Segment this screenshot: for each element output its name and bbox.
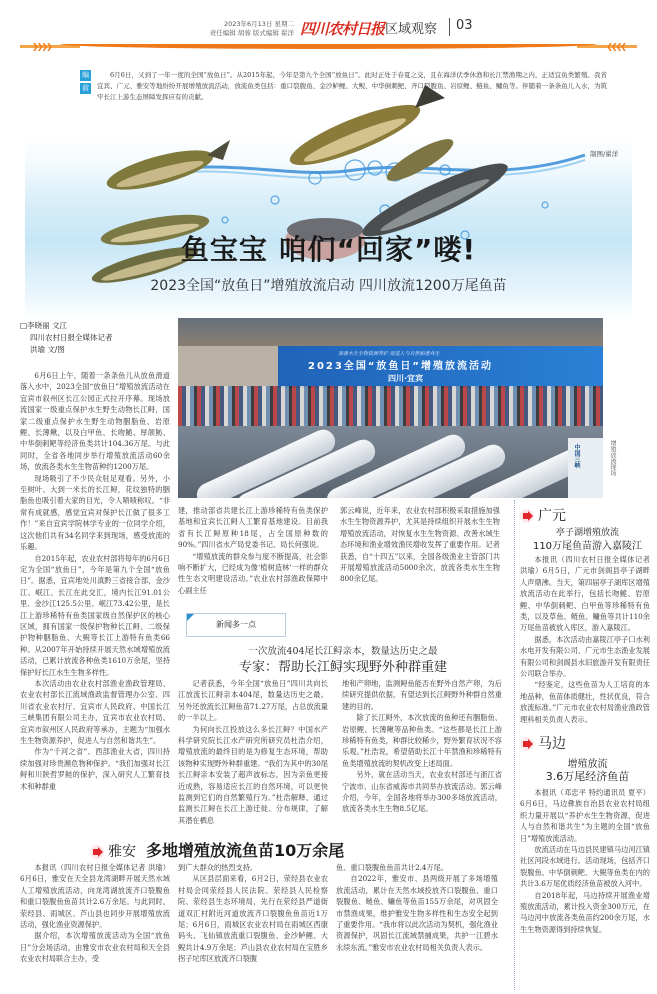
arrow-right-icon [90, 845, 104, 859]
page-number: 03 [456, 18, 473, 33]
paragraph: 现场吸引了不少民众驻足观看。另外，小至树叶、大到一米长的长江鲟，花纹独特的胭脂鱼也吸引着大家的目光，令人啧啧称叹。“非常有成就感，感觉宜宾对保护长江做了很多工作！”来自宜宾学院林学专业的一位同学介绍，这次他们共有34名同学来到现场，感受放流的乐趣。 [20, 473, 170, 552]
paragraph: “增殖放流的群众参与度不断提高，社会影响不断扩大，已经成为像‘植树造林’一样的群众性生态文明建设活动。”农业农村部渔政保障中心副主任 [178, 551, 328, 595]
paragraph: 自2018年起，马边持续开展渔业增殖放流活动，累计投入资金300万元，在马边河中放流各类鱼苗约200余万尾，水生生物资源得到持续恢复。 [520, 890, 650, 934]
paragraph: “经鉴定，这些鱼苗为人工培育的本地品种，鱼苗体质健壮，性状优良，符合放流标准。”广元市农业农村局渔业渔政管理科相关负责人表示。 [520, 680, 650, 724]
paragraph: 本报讯（邓忠平 特约通讯员 夏平）6月6日，马边彝族自治县农业农村局组织力量开展以“养护水生生物资源，促进人与自然和谐共生”为主题的全国“放鱼日”增殖放流活动。 [520, 788, 650, 843]
paragraph: 郭云峰说，近年来，农业农村部积极采取措施加强水生生物资源养护，尤其是持续组织开展水生生物增殖放流活动，对恢复水生生物资源、改善水域生态环境和渔业增效渔民增收发挥了重要作用。记者获悉，自“十四五”以来，全国各级渔业主管部门共开展增殖放流活动5000余次，放流各类水生生物800余亿尾。 [340, 506, 500, 584]
paragraph: 另外，就在活动当天，农业农村部还与浙江省宁波市、山东省威海市共同举办放流活动。郭云峰介绍，今年，全国各地将举办300多场放流活动，放流各类水生生物8.5亿尾。 [342, 770, 502, 814]
sub-article-kicker: 一次放流404尾长江鲟亲本，数量达历史之最 [248, 646, 438, 657]
orange-rule [60, 44, 597, 49]
tag-char-1: 编 [82, 71, 89, 79]
article-column-1 [20, 370, 170, 792]
banner-title: 2023全国“放鱼日”增殖放流活动 [308, 361, 493, 372]
editor-credits: 责任编辑 胡蓉 版式编辑 翟洋 [209, 29, 294, 37]
photo-caption: 增殖放流现场 [609, 440, 616, 476]
mabian-title-1: 增殖放流 [567, 759, 608, 770]
mabian-header [520, 733, 566, 753]
region-label: 马边 [538, 736, 566, 752]
paragraph: 自2015年起，农业农村部将每年的6月6日定为全国“放鱼日”，今年是第九个全国“放鱼日”。据悉，宜宾地处川滇黔三省接合部，金沙江、岷江、长江在此交汇，境内长江91.01公里、金沙江125.5公里、岷江73.42公里，是长江上游珍稀特有鱼类国家级自然保护区的核心区域，拥有国家一级保护物种长江鲟、二级保护物种胭脂鱼、大鲵等长江上游特有鱼类66种。从2007年开始持续开展天然水域增殖放流活动，已累计放流各种鱼类1610万余尾，坚持保护好长江水生生物多样性。 [20, 553, 170, 677]
sub-article-column-2 [342, 678, 502, 815]
paragraph: 鱼、重口裂腹鱼鱼苗共计2.4万尾。 [336, 863, 449, 872]
sidebar-dotted-divider [514, 500, 515, 990]
yaan-title: 多地增殖放流鱼苗10万余尾 [146, 841, 345, 860]
yaan-column-1 [20, 862, 170, 965]
paragraph: 6月6日上午，随着一条条鱼儿从放鱼滑道落入水中，2023全国“放鱼日”增殖放流活动在宜宾市叙州区长江公园正式拉开序幕。现场放流国家一级重点保护水生野生动物长江鲟，国家二级重点保护水生野生动物胭脂鱼、岩原鲤、长薄鳅，以及白甲鱼、长吻鮠、厚颌鲂、中华倒刺鲃等经济鱼类共计104.36万尾。与此同时，全省各地同步举行增殖放流活动60余场，放流各类水生生物苗种约1200万尾。 [20, 371, 170, 472]
masthead-ornament-bar [20, 42, 637, 51]
paragraph: 作为“千河之省”、西部渔业大省，四川持续加强对珍贵濒危物种保护。“我们加强对长江鲟和川陕哲罗鲑的保护，深入研究人工繁育技术和种群重 [20, 747, 170, 791]
news-more-label: 新闻多一点 [216, 620, 256, 629]
photo-banner [278, 346, 603, 388]
mabian-title-2: 3.6万尾经济鱼苗 [545, 770, 630, 783]
photo-spectators [178, 318, 603, 346]
sub-article-column-1 [178, 678, 328, 826]
news-more-box [186, 613, 286, 637]
masthead-date-block [202, 20, 294, 38]
paragraph: 从区县层面来看，6月2日，荥经县农业农村局会同荥经县人民法院、荥经县人民检察院、荥经县生态环境局，先行在荥经县严道街道双汇村附近河道放流齐口裂腹鱼鱼苗近1万尾；6月6日，雨城区农业农村局在雨城区西康码头、飞仙镇放流重口裂腹鱼、金沙鲈鲤、大鲵共计4.9万余尾；芦山县农业农村局在宝胜乡拐子坨库区放流齐口裂腹 [178, 874, 328, 964]
guangyuan-header [520, 505, 566, 525]
paragraph: 地和产卵地，监测鲟鱼能否在野外自然产卵，为后续研究提供依据，有望达到长江鲟野外种群自然重建的目的。 [342, 679, 502, 711]
chevrons-right-icon: ❮❮❮❮ [606, 42, 625, 51]
region-label: 雅安 [108, 844, 136, 860]
issue-date: 2023年6月13日 星期二 [223, 20, 294, 28]
editor-note-tag [80, 70, 91, 96]
yaan-header [90, 838, 344, 861]
masthead-divider [449, 18, 450, 36]
tag-char-2: 前 [82, 84, 89, 92]
chevrons-left-icon: ❯❯❯❯ [32, 42, 51, 51]
article-column-2 [178, 505, 328, 596]
editor-note-text: 6月6日，又到了一年一度的全国“放鱼日”。从2015年起，今年是第九个全国“放鱼日”。此时正处于春夏之交，且在海洋伏季休渔和长江禁渔期之内，正适宜鱼类繁殖。我省宜宾、广元、雅安等地纷纷开展增殖放流活动，放流鱼类包括：重口裂腹鱼、金沙鲈鲤、大鲵、中华倒刺鲃、齐口裂腹鱼、岩原鲤、鲢鱼、鳙鱼等。伴随着一条条鱼儿入水，为筑牢长江上游生态屏障发挥应有的贡献。 [97, 71, 607, 101]
article-column-3 [340, 505, 500, 585]
photo-wall [178, 346, 278, 386]
paragraph: 自2022年，雅安市、县两级开展了多场增殖放流活动，累计在天然水域投放齐口裂腹鱼、重口裂腹鱼、鲢鱼、鳙鱼等鱼苗155万余尾，对巩固全市禁渔成果，维护雅安生物多样性和生态安全起到了重要作用。“我市将以此次活动为契机，强化渔业资源保护，巩固长江流域禁捕成果，共护一江碧水永续东流。”雅安市农业农村局相关负责人表示。 [336, 874, 498, 952]
guangyuan-title-2: 110万尾鱼苗游入嘉陵江 [532, 541, 643, 552]
byline-affiliation: 四川农村日报全媒体记者 [30, 333, 113, 342]
guangyuan-body [520, 554, 650, 725]
illustration-credit: 制图/翟洋 [590, 150, 619, 158]
yaan-column-3 [336, 862, 498, 953]
paragraph: 本次活动由农业农村部渔业渔政管理局、农业农村部长江流域渔政监督管理办公室、四川省农业农村厅、宜宾市人民政府、中国长江三峡集团有限公司主办，宜宾市农业农村局、宜宾市叙州区人民政府等承办，主题为“加强水生生物资源养护，促进人与自然和谐共生”。 [20, 678, 170, 745]
banner-place: 四川·宜宾 [388, 374, 424, 383]
paragraph: 记者获悉，今年全国“放鱼日”四川共向长江放流长江鲟亲本404尾，数量达历史之最。另外还放流长江鲟鱼苗71.27万尾，占总放流量的一半以上。 [178, 679, 328, 723]
paragraph: 本报讯（四川农村日报全媒体记者 洪瑜）6月6日，雅安在天全县龙湾湖畔开展天然水域人工增殖放流活动，向龙湾湖放流齐口裂腹鱼和重口裂腹鱼鱼苗共计2.6万余尾。与此同时，荥经县、雨城区、芦山县也同步开展增殖放流活动，强化渔业资源保护。 [20, 863, 170, 930]
guangyuan-title-1: 亭子湖增殖放流 [555, 528, 619, 538]
fish-1 [103, 140, 230, 198]
event-photo [178, 318, 603, 498]
sub-article-title: 专家：帮助长江鲟实现野外种群重建 [238, 660, 447, 675]
section-name: 区域观察 [385, 22, 438, 37]
paragraph: 除了长江鲟外，本次放流的鱼种还有胭脂鱼、岩原鲤、长薄鳅等品种鱼类。“这些都是长江上游珍稀特有鱼类，种群比较稀少，野外繁育状况不容乐观。”杜浩说，希望借助长江十年禁渔和珍稀特有鱼类增殖放流的契机改变上述局面。 [342, 713, 502, 768]
arrow-right-icon [520, 509, 534, 523]
photo-crowd [178, 386, 603, 426]
newspaper-logo: 四川农村日报 [300, 20, 385, 38]
paragraph: 放流活动在马边县民建镇马边河江镇社区河段水域进行。活动现场，包括齐口裂腹鱼、中华倒刺鲃、大鲵等鱼类在内的共计3.6万尾优质经济鱼苗被放入河中。 [520, 845, 650, 889]
photo-truck [568, 438, 603, 498]
sub-headline: 2023全国“放鱼日”增殖放流启动 四川放流1200万尾鱼苗 [150, 278, 507, 294]
byline [20, 320, 170, 356]
paragraph: 据介绍，本次增殖放流活动为全国“放鱼日”分会场活动，由雅安市农业农村局和天全县农业农村局联合主办，受 [20, 931, 170, 964]
paragraph: 为何向长江投放这么多长江鲟？中国水产科学研究院长江水产研究所研究员杜浩介绍，增殖放流的最终目的是为修复生态环境，帮助该物种实现野外种群重建。“我们为其中的30尾长江鲟亲本安装了超声波标志，因为亲鱼更接近成熟，容易适应长江的自然环境，可以更快监测到它们的自然繁殖行为。”杜浩解释，通过监测长江鲟在长江上游迁徙、分布规律，了解其潜在栖息 [178, 724, 328, 825]
region-label: 广元 [538, 508, 566, 524]
arrow-right-icon [520, 737, 534, 751]
paragraph: 建，推动部省共建长江上游珍稀特有鱼类保护基地和宜宾长江鲟人工繁育基地建设。目前我省有长江鲟原种18尾，占全国原种数的90%。”四川省水产局党委书记、局长何强说。 [178, 506, 328, 550]
paragraph: 据悉，本次活动由嘉陵江亭子口水利水电开发有限公司、广元市生态渔业发展有限公司和剑阁县水旧旅游开发有限责任公司联合举办。 [520, 634, 650, 679]
truck-label: 中国三峡 [573, 444, 580, 468]
byline-reporter: 洪瑜 文/图 [30, 345, 65, 354]
paragraph: 到广大群众的热烈支持。 [178, 863, 258, 872]
main-headline: 鱼宝宝 咱们“回家”喽! [180, 233, 477, 266]
paragraph: 本报讯（四川农村日报全媒体记者 洪瑜）6月5日，广元市剑阁县亭子湖畔人声鼎沸。当天，第四届亭子湖库区增殖放流活动在此举行，包括长吻鮠、岩原鲤、中华倒刺鲃、白甲鱼等珍稀特有鱼类，以及草鱼、鲢鱼、鳙鱼等共计110余万尾鱼苗被放入库区，游入嘉陵江。 [520, 555, 650, 633]
byline-authors: □李晓丽 文江 [20, 321, 67, 330]
banner-slogan: 加强水生生物资源养护 促进人与自然和谐共生 [338, 351, 440, 357]
yaan-column-2 [178, 862, 328, 965]
mabian-body [520, 787, 650, 935]
